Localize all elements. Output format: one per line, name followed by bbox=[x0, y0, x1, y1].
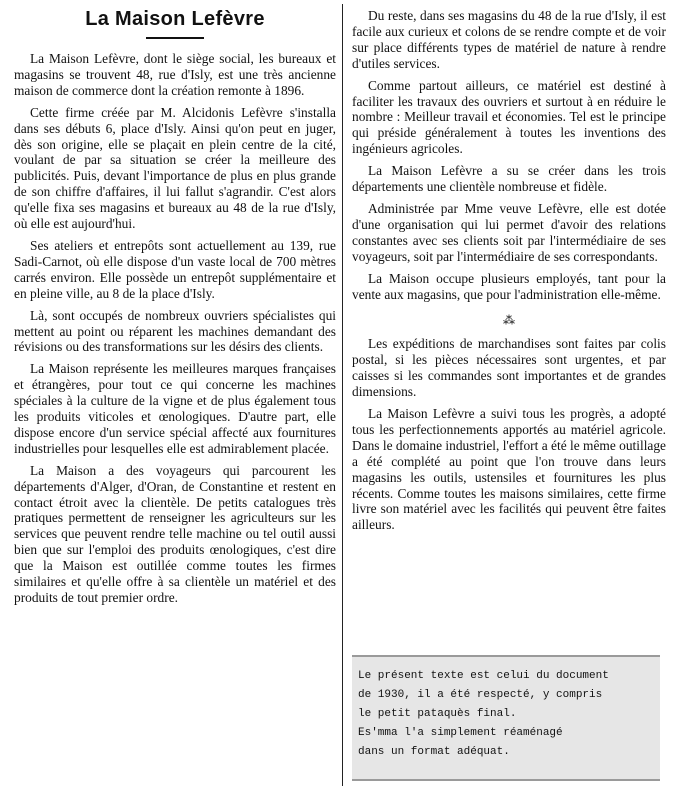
paragraph: Cette firme créée par M. Alcidonis Lefèvre s'installa dans ses débuts 6, place d'Isly. Ainsi qu'on peut en juger, dès son origine, elle se plaçait en plein centre de la cité, voulant de par sa situation se créer la meilleure des publicités. Puis, devant l'importance de plus en plus grande de son chiffre d'affaires, il lui fallut s'agrandir. C'est alors qu'elle fixa ses magasins et bureaux au 48 de la rue d'Isly, où elle est aujourd'hui. bbox=[14, 104, 336, 232]
editor-note-box bbox=[352, 655, 660, 781]
paragraph: La Maison a des voyageurs qui parcourent les départements d'Alger, d'Oran, de Constantine et restent en contact étroit avec la clientèle. De petits catalogues très pratiques permettent de renseigner les agriculteurs sur les services que peuvent rendre telle machine ou tel outil aussi bien que sur l'emploi des produits œnologiques, c'est dire que la Maison est outillée comme toutes les firmes similaires et qu'elle offre à sa clientèle un matériel et des produits de tout premier ordre. bbox=[14, 462, 336, 605]
left-column bbox=[14, 0, 336, 612]
article-title: La Maison Lefèvre bbox=[85, 8, 265, 30]
paragraph: Les expéditions de marchandises sont faites par colis postal, si les pièces nécessaires sont urgentes, et par caisses si les commandes sont importantes et de grandes dimensions. bbox=[352, 336, 666, 400]
note-line: le petit pataquès final. bbox=[358, 708, 517, 720]
title-underline bbox=[146, 37, 204, 39]
note-line: Le présent texte est celui du document bbox=[358, 670, 609, 682]
paragraph: La Maison Lefèvre a su se créer dans les trois départements une clientèle nombreuse et fidèle. bbox=[352, 163, 666, 195]
column-divider bbox=[342, 4, 343, 786]
paragraph: Ses ateliers et entrepôts sont actuellement au 139, rue Sadi-Carnot, où elle dispose d'un vaste local de 700 mètres carrés environ. Elle possède un entrepôt supplémentaire et en pleine ville, au 8 de la place d'Isly. bbox=[14, 237, 336, 301]
paragraph: La Maison occupe plusieurs employés, tant pour la vente aux magasins, que pour l'administration elle-même. bbox=[352, 270, 666, 302]
note-line: dans un format adéquat. bbox=[358, 746, 510, 758]
paragraph: La Maison Lefèvre a suivi tous les progrès, a adopté tous les perfectionnements apportés au matériel agricole. Dans le domaine industriel, l'effort a été le même outillage a été complété au point que l'on trouve dans leurs magasins les outils, ustensiles et fournitures les plus récents. Comme toutes les maisons similaires, cette firme livre son matériel avec les facilités qui peuvent être faites ailleurs. bbox=[352, 406, 666, 533]
right-column bbox=[352, 8, 666, 539]
note-line: de 1930, il a été respecté, y compris bbox=[358, 689, 603, 701]
paragraph: Là, sont occupés de nombreux ouvriers spécialistes qui mettent au point ou réparent les machines demandant des révisions ou des transformations sur les désirs des clients. bbox=[14, 307, 336, 355]
asterism-separator: ⁂ bbox=[503, 313, 515, 328]
paragraph: Administrée par Mme veuve Lefèvre, elle est dotée d'une organisation qui lui permet d'avoir des relations constantes avec ses clients soit par l'intermédiaire de ses voyageurs, soit par l'intermédiaire de ses correspondants. bbox=[352, 200, 666, 264]
note-line: Es'mma l'a simplement réaménagé bbox=[358, 727, 563, 739]
paragraph: Comme partout ailleurs, ce matériel est destiné à faciliter les travaux des ouvriers et surtout à en réduire le nombre : Meilleur travail et économies. Tel est le principe qui préside généralement à toutes les inventions des ingénieurs agricoles. bbox=[352, 77, 666, 157]
paragraph: Du reste, dans ses magasins du 48 de la rue d'Isly, il est facile aux curieux et colons de se rendre compte et de voir sur place différents types de matériel de nature à rendre d'utiles services. bbox=[352, 8, 666, 71]
paragraph: La Maison représente les meilleures marques françaises et étrangères, pour tout ce qui concerne les machines spéciales à la culture de la vigne et de plus également tous les produits viticoles et œnologiques. D'autre part, elle dispose encore d'un service spécial affecté aux fournitures industrielles pour lesquelles elle est admirablement placée. bbox=[14, 361, 336, 456]
paragraph: La Maison Lefèvre, dont le siège social, les bureaux et magasins se trouvent 48, rue d'Isly, est une très ancienne maison de commerce dont la création remonte à 1896. bbox=[14, 51, 336, 98]
